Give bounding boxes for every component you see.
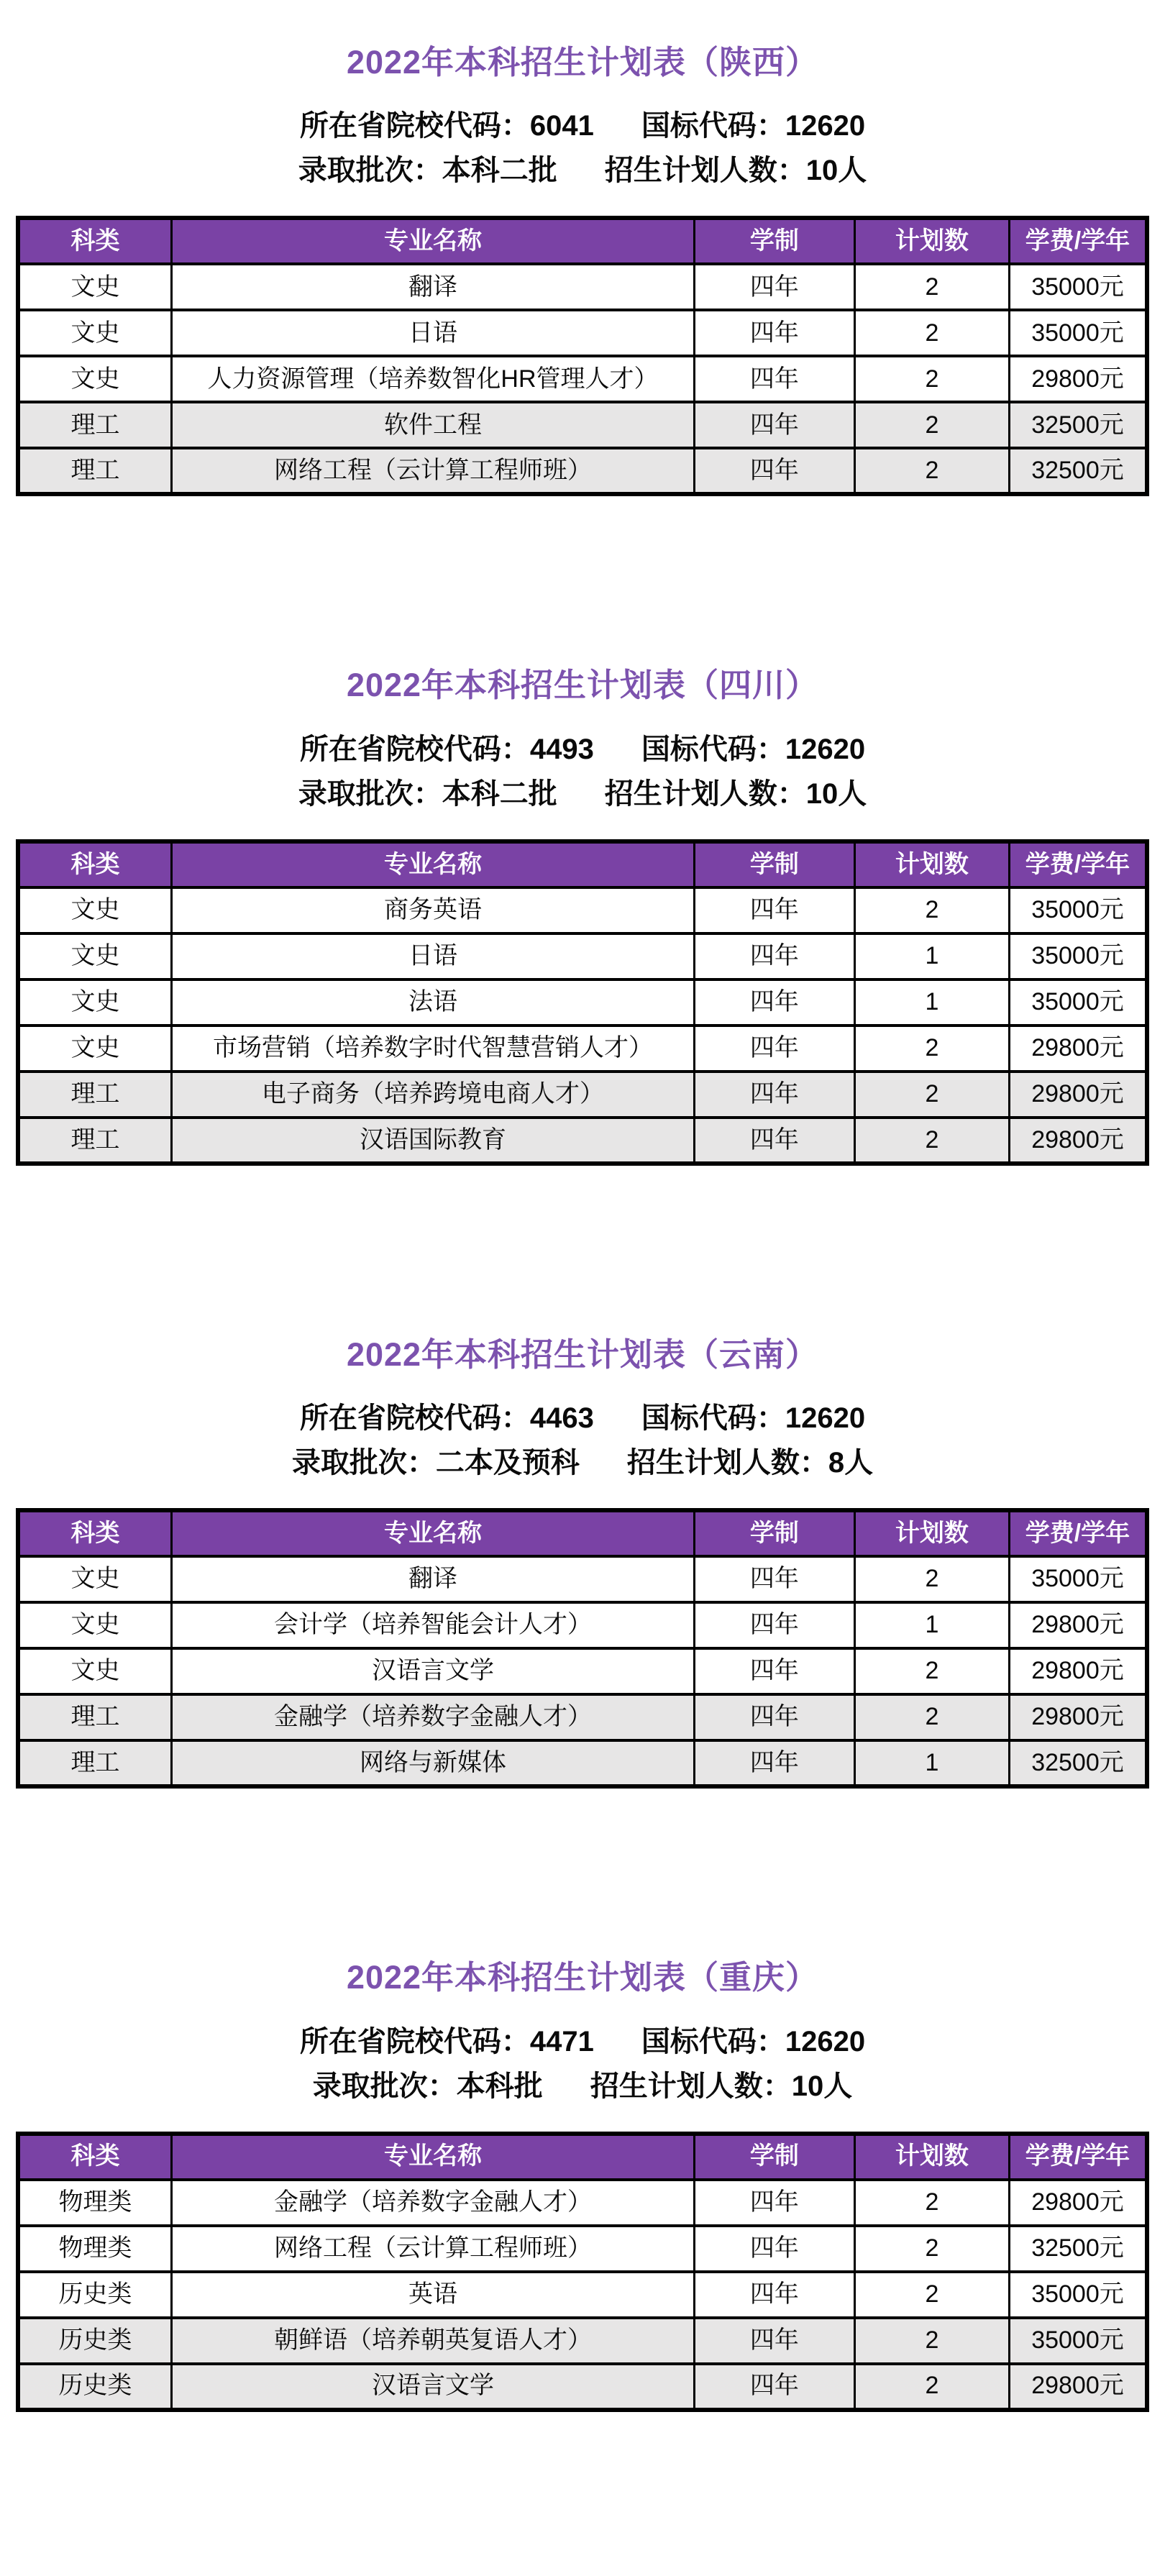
cell-category: 文史: [18, 979, 172, 1026]
cell-major: 会计学（培养智能会计人才）: [172, 1602, 695, 1648]
table-row: [18, 933, 1147, 979]
info-line-batch: [0, 1446, 1165, 1479]
admission-batch: 录取批次：二本及预科: [291, 1447, 580, 1479]
province-school-code: 所在省院校代码：6041: [299, 110, 594, 142]
cell-fee: 29800元: [1009, 1072, 1147, 1118]
province-school-code: 所在省院校代码：4471: [299, 2025, 594, 2057]
table-row: [18, 264, 1147, 310]
cell-fee: 29800元: [1009, 356, 1147, 402]
admission-table: [16, 2132, 1149, 2412]
cell-duration: 四年: [694, 264, 854, 310]
cell-category: 理工: [18, 402, 172, 448]
cell-duration: 四年: [694, 1556, 854, 1602]
cell-fee: 32500元: [1009, 1740, 1147, 1786]
cell-major: 金融学（培养数字金融人才）: [172, 1694, 695, 1740]
cell-fee: 29800元: [1009, 1694, 1147, 1740]
national-standard-code: 国标代码：12620: [641, 1402, 866, 1435]
cell-category: 文史: [18, 1026, 172, 1072]
cell-fee: 35000元: [1009, 933, 1147, 979]
cell-plan: 1: [854, 933, 1009, 979]
cell-plan: 2: [854, 310, 1009, 356]
national-standard-code: 国标代码：12620: [641, 2025, 866, 2057]
cell-major: 汉语言文学: [172, 2364, 695, 2410]
cell-duration: 四年: [694, 2226, 854, 2272]
cell-fee: 35000元: [1009, 979, 1147, 1026]
info-line-batch: [0, 2070, 1165, 2103]
cell-plan: 2: [854, 2180, 1009, 2226]
cell-category: 历史类: [18, 2272, 172, 2318]
cell-plan: 1: [854, 979, 1009, 1026]
cell-fee: 32500元: [1009, 2226, 1147, 2272]
cell-category: 理工: [18, 1118, 172, 1164]
cell-plan: 2: [854, 1648, 1009, 1694]
cell-category: 文史: [18, 887, 172, 933]
cell-plan: 2: [854, 887, 1009, 933]
cell-category: 文史: [18, 356, 172, 402]
cell-duration: 四年: [694, 448, 854, 494]
table-row: [18, 2180, 1147, 2226]
column-header: 学费/学年: [1009, 218, 1147, 264]
province-school-code: 所在省院校代码：4493: [299, 733, 594, 765]
cell-duration: 四年: [694, 2318, 854, 2364]
admission-table: [16, 1508, 1149, 1789]
info-line-batch: [0, 154, 1165, 187]
table-row: [18, 1072, 1147, 1118]
column-header: 计划数: [854, 1510, 1009, 1556]
column-header: 科类: [18, 218, 172, 264]
cell-major: 英语: [172, 2272, 695, 2318]
cell-major: 网络工程（云计算工程师班）: [172, 2226, 695, 2272]
admission-batch: 录取批次：本科二批: [298, 155, 557, 187]
cell-fee: 35000元: [1009, 2318, 1147, 2364]
cell-category: 文史: [18, 310, 172, 356]
column-header: 计划数: [854, 218, 1009, 264]
column-header: 计划数: [854, 841, 1009, 887]
cell-plan: 2: [854, 1556, 1009, 1602]
cell-major: 电子商务（培养跨境电商人才）: [172, 1072, 695, 1118]
cell-plan: 1: [854, 1740, 1009, 1786]
cell-major: 汉语国际教育: [172, 1118, 695, 1164]
cell-plan: 2: [854, 1118, 1009, 1164]
table-row: [18, 2318, 1147, 2364]
cell-duration: 四年: [694, 1602, 854, 1648]
table-row: [18, 356, 1147, 402]
cell-duration: 四年: [694, 1026, 854, 1072]
cell-category: 历史类: [18, 2364, 172, 2410]
info-line-codes: [0, 109, 1165, 142]
table-header-row: [18, 218, 1147, 264]
cell-category: 历史类: [18, 2318, 172, 2364]
cell-major: 网络工程（云计算工程师班）: [172, 448, 695, 494]
admission-table: [16, 839, 1149, 1166]
section-title: 2022年本科招生计划表（云南）: [346, 1335, 819, 1373]
column-header: 学费/学年: [1009, 1510, 1147, 1556]
column-header: 科类: [18, 841, 172, 887]
cell-fee: 29800元: [1009, 1026, 1147, 1072]
column-header: 学制: [694, 841, 854, 887]
table-header-row: [18, 2134, 1147, 2180]
cell-major: 人力资源管理（培养数智化HR管理人才）: [172, 356, 695, 402]
plan-headcount: 招生计划人数：10人: [604, 155, 867, 187]
cell-major: 日语: [172, 310, 695, 356]
admission-plan-document: [0, 45, 1165, 2412]
cell-category: 文史: [18, 1556, 172, 1602]
cell-fee: 29800元: [1009, 1602, 1147, 1648]
cell-duration: 四年: [694, 1740, 854, 1786]
table-header-row: [18, 841, 1147, 887]
admission-section-4: [0, 1960, 1165, 2411]
cell-duration: 四年: [694, 979, 854, 1026]
admission-section-2: [0, 667, 1165, 1165]
cell-plan: 1: [854, 1602, 1009, 1648]
cell-category: 文史: [18, 933, 172, 979]
cell-duration: 四年: [694, 402, 854, 448]
table-row: [18, 448, 1147, 494]
column-header: 专业名称: [172, 2134, 695, 2180]
cell-duration: 四年: [694, 887, 854, 933]
column-header: 学制: [694, 2134, 854, 2180]
cell-plan: 2: [854, 2364, 1009, 2410]
cell-category: 物理类: [18, 2226, 172, 2272]
table-row: [18, 887, 1147, 933]
cell-duration: 四年: [694, 310, 854, 356]
table-row: [18, 1602, 1147, 1648]
cell-major: 朝鲜语（培养朝英复语人才）: [172, 2318, 695, 2364]
table-row: [18, 1740, 1147, 1786]
section-title: 2022年本科招生计划表（四川）: [346, 667, 819, 704]
plan-headcount: 招生计划人数：10人: [604, 777, 867, 810]
table-row: [18, 2364, 1147, 2410]
admission-batch: 录取批次：本科二批: [298, 777, 557, 810]
cell-category: 文史: [18, 264, 172, 310]
column-header: 科类: [18, 1510, 172, 1556]
cell-plan: 2: [854, 1694, 1009, 1740]
cell-major: 金融学（培养数字金融人才）: [172, 2180, 695, 2226]
cell-category: 理工: [18, 1740, 172, 1786]
cell-major: 翻译: [172, 264, 695, 310]
sections-host: [0, 45, 1165, 2412]
cell-plan: 2: [854, 2318, 1009, 2364]
cell-category: 理工: [18, 1694, 172, 1740]
cell-major: 网络与新媒体: [172, 1740, 695, 1786]
cell-duration: 四年: [694, 1118, 854, 1164]
cell-plan: 2: [854, 356, 1009, 402]
column-header: 专业名称: [172, 841, 695, 887]
column-header: 专业名称: [172, 218, 695, 264]
table-row: [18, 1026, 1147, 1072]
cell-plan: 2: [854, 264, 1009, 310]
table-row: [18, 1118, 1147, 1164]
column-header: 计划数: [854, 2134, 1009, 2180]
info-line-codes: [0, 733, 1165, 766]
cell-major: 法语: [172, 979, 695, 1026]
admission-section-3: [0, 1337, 1165, 1789]
cell-category: 理工: [18, 448, 172, 494]
cell-duration: 四年: [694, 2272, 854, 2318]
column-header: 学费/学年: [1009, 2134, 1147, 2180]
table-row: [18, 2226, 1147, 2272]
admission-table: [16, 216, 1149, 496]
cell-category: 文史: [18, 1648, 172, 1694]
cell-fee: 35000元: [1009, 2272, 1147, 2318]
cell-fee: 29800元: [1009, 2364, 1147, 2410]
column-header: 学制: [694, 1510, 854, 1556]
cell-plan: 2: [854, 448, 1009, 494]
table-row: [18, 979, 1147, 1026]
cell-major: 市场营销（培养数字时代智慧营销人才）: [172, 1026, 695, 1072]
cell-duration: 四年: [694, 1694, 854, 1740]
cell-category: 理工: [18, 1072, 172, 1118]
column-header: 学费/学年: [1009, 841, 1147, 887]
cell-fee: 29800元: [1009, 2180, 1147, 2226]
national-standard-code: 国标代码：12620: [641, 110, 866, 142]
table-row: [18, 1556, 1147, 1602]
table-row: [18, 310, 1147, 356]
cell-fee: 32500元: [1009, 402, 1147, 448]
info-line-codes: [0, 2025, 1165, 2058]
cell-plan: 2: [854, 402, 1009, 448]
cell-category: 文史: [18, 1602, 172, 1648]
table-row: [18, 1694, 1147, 1740]
cell-fee: 29800元: [1009, 1648, 1147, 1694]
table-header-row: [18, 1510, 1147, 1556]
column-header: 专业名称: [172, 1510, 695, 1556]
admission-batch: 录取批次：本科批: [312, 2070, 543, 2102]
plan-headcount: 招生计划人数：10人: [590, 2070, 853, 2102]
national-standard-code: 国标代码：12620: [641, 733, 866, 765]
cell-major: 软件工程: [172, 402, 695, 448]
cell-plan: 2: [854, 2272, 1009, 2318]
cell-major: 汉语言文学: [172, 1648, 695, 1694]
cell-fee: 29800元: [1009, 1118, 1147, 1164]
column-header: 学制: [694, 218, 854, 264]
cell-plan: 2: [854, 2226, 1009, 2272]
table-row: [18, 2272, 1147, 2318]
cell-fee: 35000元: [1009, 887, 1147, 933]
section-title: 2022年本科招生计划表（陕西）: [346, 44, 819, 81]
cell-major: 日语: [172, 933, 695, 979]
section-title: 2022年本科招生计划表（重庆）: [346, 1959, 819, 1996]
info-line-batch: [0, 777, 1165, 810]
cell-fee: 35000元: [1009, 1556, 1147, 1602]
admission-section-1: [0, 45, 1165, 496]
cell-duration: 四年: [694, 2364, 854, 2410]
column-header: 科类: [18, 2134, 172, 2180]
cell-fee: 32500元: [1009, 448, 1147, 494]
plan-headcount: 招生计划人数：8人: [626, 1447, 874, 1479]
cell-duration: 四年: [694, 1648, 854, 1694]
cell-plan: 2: [854, 1072, 1009, 1118]
cell-fee: 35000元: [1009, 264, 1147, 310]
info-line-codes: [0, 1402, 1165, 1435]
table-row: [18, 402, 1147, 448]
cell-duration: 四年: [694, 2180, 854, 2226]
cell-duration: 四年: [694, 933, 854, 979]
cell-fee: 35000元: [1009, 310, 1147, 356]
cell-duration: 四年: [694, 1072, 854, 1118]
province-school-code: 所在省院校代码：4463: [299, 1402, 594, 1435]
cell-duration: 四年: [694, 356, 854, 402]
cell-major: 翻译: [172, 1556, 695, 1602]
table-row: [18, 1648, 1147, 1694]
cell-category: 物理类: [18, 2180, 172, 2226]
cell-plan: 2: [854, 1026, 1009, 1072]
cell-major: 商务英语: [172, 887, 695, 933]
